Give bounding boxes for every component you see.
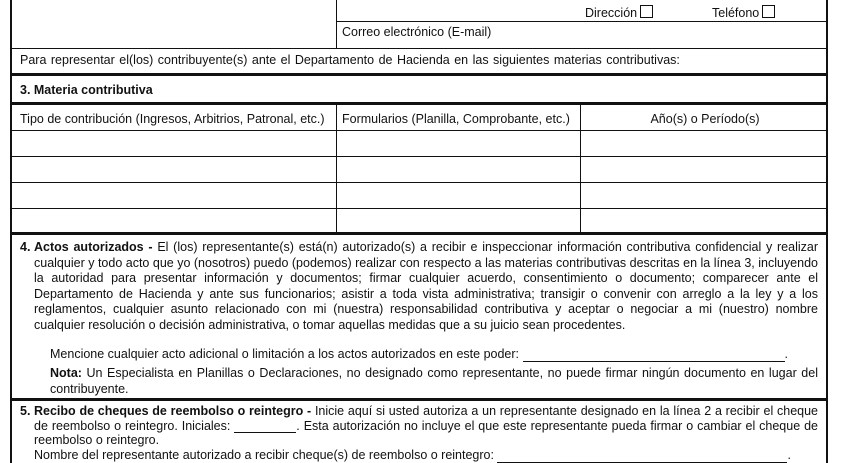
additional-acts-line: Mencione cualquier acto adicional o limitación a los actos autorizados en este poder: . bbox=[50, 347, 788, 361]
tipo-cell-row-2[interactable] bbox=[14, 159, 336, 181]
section-4-note bbox=[50, 366, 818, 397]
top-divider bbox=[336, 0, 337, 48]
direccion-label: Dirección bbox=[585, 6, 638, 20]
periodos-cell-row-4[interactable] bbox=[583, 210, 827, 232]
section-5-text-1: Inicie aquí si usted autoriza a un representante designado en la línea 2 a recibir el cheque de reembolso o reintegro. Iniciales: bbox=[34, 404, 819, 433]
formularios-cell-row-3[interactable] bbox=[339, 185, 581, 207]
representation-text: Para representar el(los) contribuyente(s) ante el Departamento de Hacienda en las siguientes materias contributivas: bbox=[20, 53, 680, 67]
email-field[interactable] bbox=[512, 24, 816, 44]
section-3-top-border bbox=[12, 73, 826, 76]
refund-representative-label: Nombre del representante autorizado a recibir cheque(s) de reembolso o reintegro: bbox=[34, 448, 494, 462]
column-header-tipo: Tipo de contribución (Ingresos, Arbitrios, Patronal, etc.) bbox=[20, 112, 325, 126]
section-4-title: Actos autorizados - bbox=[34, 240, 153, 254]
additional-acts-field[interactable] bbox=[523, 348, 785, 362]
table-row-border bbox=[12, 208, 826, 209]
section-4-bottom-border bbox=[12, 398, 826, 401]
divider bbox=[12, 48, 826, 49]
divider bbox=[336, 21, 826, 22]
tax-power-of-attorney-form bbox=[10, 0, 828, 463]
section-5-number: 5. bbox=[20, 404, 31, 418]
column-divider bbox=[336, 105, 337, 234]
tipo-cell-row-4[interactable] bbox=[14, 210, 336, 232]
periodos-cell-row-3[interactable] bbox=[583, 185, 827, 207]
formularios-cell-row-2[interactable] bbox=[339, 159, 581, 181]
refund-representative-field[interactable] bbox=[497, 449, 787, 463]
table-row-border bbox=[12, 130, 826, 131]
section-5-title: Recibo de cheques de reembolso o reintegro - bbox=[34, 404, 312, 418]
note-title: Nota: bbox=[50, 366, 82, 380]
section-4-body: El (los) representante(s) está(n) autorizado(s) a recibir e inspeccionar información contributiva confidencial y realizar cualquier y todo acto que yo (nosotros) puedo (podemos) realizar con respecto a las materias contributivas descritas en la línea 3, incluyendo la autoridad para presentar información y documentos; firmar cualquier acuerdo, consentimiento o documento; comparecer ante el Departamento de Hacienda y ante sus funcionarios; asistir a toda vista administrativa; transigir o convenir con arreglo a la ley y a los reglamentos, cualquier asunto relacionado con mi (nuestra) responsabilidad contributiva y aceptar o negociar a mi (nuestro) nombre cualquier resolución o decisión administrativa, o tomar aquellas medidas que a su juicio sean procedentes. bbox=[34, 240, 818, 332]
section-3-title: 3. Materia contributiva bbox=[20, 83, 153, 97]
refund-representative-line: Nombre del representante autorizado a recibir cheque(s) de reembolso o reintegro: . bbox=[34, 448, 791, 462]
telefono-label: Teléfono bbox=[712, 6, 760, 20]
direccion-option bbox=[585, 5, 653, 20]
column-header-periodos: Año(s) o Período(s) bbox=[650, 112, 760, 126]
initials-field[interactable] bbox=[234, 419, 296, 433]
periodos-cell-row-1[interactable] bbox=[583, 133, 827, 155]
tipo-cell-row-3[interactable] bbox=[14, 185, 336, 207]
periodos-cell-row-2[interactable] bbox=[583, 159, 827, 181]
section-3-header-border bbox=[12, 102, 826, 105]
formularios-cell-row-4[interactable] bbox=[339, 210, 581, 232]
section-5-paragraph: Recibo de cheques de reembolso o reintegro - Inicie aquí si usted autoriza a un representante designado en la línea 2 a recibir el cheque de reembolso o reintegro. Iniciales: . Esta autorización no incluye el que este representante pueda firmar o cambiar el cheque de reembolso o reintegro. bbox=[34, 404, 819, 447]
section-3-bottom-border bbox=[12, 232, 826, 235]
telefono-checkbox[interactable] bbox=[762, 5, 775, 18]
additional-acts-label: Mencione cualquier acto adicional o limitación a los actos autorizados en este poder: bbox=[50, 347, 520, 361]
section-5-text-2: Esta autorización no incluye el que este representante pueda firmar o cambiar el cheque de reembolso o reintegro. bbox=[34, 418, 818, 447]
note-text: Un Especialista en Planillas o Declaraciones, no designado como representante, no puede firmar ningún documento en lugar del contribuyente. bbox=[50, 366, 818, 396]
email-label: Correo electrónico (E-mail) bbox=[342, 25, 492, 39]
formularios-cell-row-1[interactable] bbox=[339, 133, 581, 155]
tipo-cell-row-1[interactable] bbox=[14, 133, 336, 155]
table-row-border bbox=[12, 156, 826, 157]
section-4-paragraph bbox=[34, 240, 818, 334]
section-4-number: 4. bbox=[20, 240, 31, 254]
direccion-checkbox[interactable] bbox=[640, 5, 653, 18]
table-row-border bbox=[12, 182, 826, 183]
telefono-option bbox=[712, 5, 775, 20]
column-header-formularios: Formularios (Planilla, Comprobante, etc.) bbox=[342, 112, 570, 126]
